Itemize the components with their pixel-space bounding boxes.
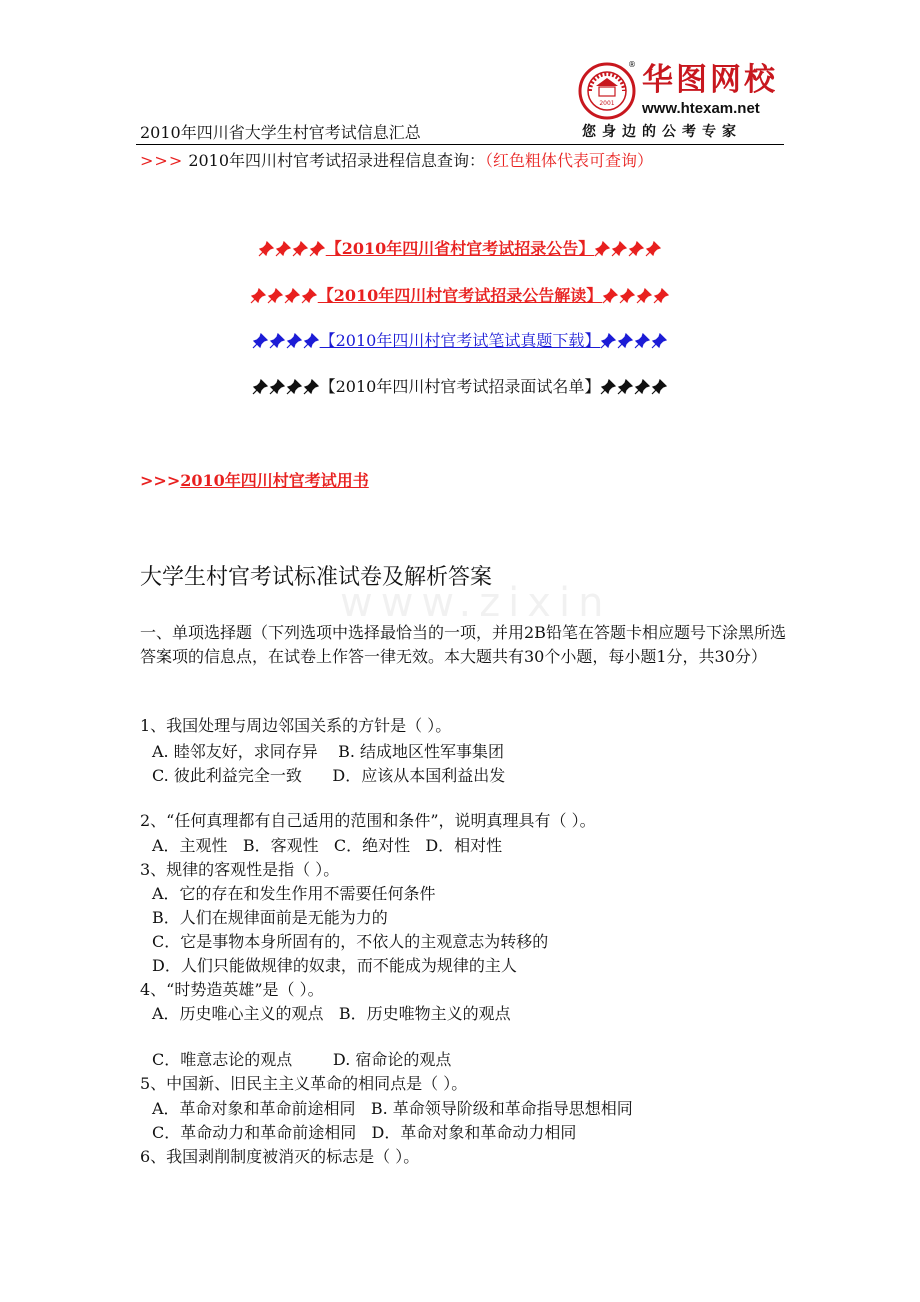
pushpin-icon bbox=[258, 241, 274, 257]
document-header-title: 2010年四川省大学生村官考试信息汇总 bbox=[140, 123, 421, 142]
pushpin-icon bbox=[634, 333, 650, 349]
pushpin-icon bbox=[611, 241, 627, 257]
pushpin-icon bbox=[292, 241, 308, 257]
huatu-seal-icon bbox=[578, 62, 636, 120]
question-1-options-row-1: A. 睦邻友好，求同存异 B. 结成地区性军事集团 bbox=[152, 742, 505, 761]
question-1: 1、我国处理与周边邻国关系的方针是（ ）。 bbox=[140, 716, 452, 735]
pushpin-icon bbox=[634, 379, 650, 395]
pushpin-icon bbox=[269, 379, 285, 395]
instructions-paragraph: 一、单项选择题（下列选项中选择最恰当的一项，并用2B铅笔在答题卡相应题号下涂黑所选答案项的信息点，在试卷上作答一律无效。本大题共有30个小题，每小题1分，共30分） bbox=[140, 623, 786, 666]
pin-icons-left bbox=[252, 333, 320, 353]
question-3: 3、规律的客观性是指（ ）。 bbox=[140, 860, 340, 879]
pushpin-icon bbox=[275, 241, 291, 257]
pushpin-icon bbox=[600, 379, 616, 395]
pushpin-icon bbox=[303, 333, 319, 349]
pushpin-icon bbox=[252, 333, 268, 349]
pushpin-icon bbox=[250, 288, 266, 304]
link-notice-interpretation[interactable] bbox=[0, 283, 920, 308]
book-link-text[interactable]: 2010年四川村官考试用书 bbox=[180, 471, 369, 490]
question-5: 5、中国新、旧民主主义革命的相同点是（ ）。 bbox=[140, 1074, 468, 1093]
link-recruitment-notice[interactable] bbox=[0, 236, 920, 261]
seal-year: 2001 bbox=[599, 100, 615, 107]
pin-icons-left bbox=[252, 379, 320, 399]
pushpin-icon bbox=[284, 288, 300, 304]
pushpin-icon bbox=[286, 379, 302, 395]
pushpin-icon bbox=[636, 288, 652, 304]
pushpin-icon bbox=[617, 333, 633, 349]
pin-icons-left bbox=[258, 241, 326, 261]
pushpin-icon bbox=[286, 333, 302, 349]
huatu-logo bbox=[578, 60, 788, 142]
progress-query-line bbox=[140, 148, 653, 171]
question-3-option-d: D．人们只能做规律的奴隶，而不能成为规律的主人 bbox=[152, 956, 517, 975]
pushpin-icon bbox=[619, 288, 635, 304]
pushpin-icon bbox=[269, 333, 285, 349]
pushpin-icon bbox=[594, 241, 610, 257]
question-3-option-c: C．它是事物本身所固有的，不依人的主观意志为转移的 bbox=[152, 932, 549, 951]
question-2-options: A．主观性 B．客观性 C．绝对性 D．相对性 bbox=[152, 836, 503, 855]
exam-book-link[interactable] bbox=[140, 468, 369, 491]
pushpin-icon bbox=[252, 379, 268, 395]
logo-slogan: 您身边的公考专家 bbox=[582, 124, 742, 140]
pushpin-icon bbox=[602, 288, 618, 304]
arrows-marker: >>> bbox=[140, 151, 184, 170]
pushpin-icon bbox=[301, 288, 317, 304]
pushpin-icon bbox=[645, 241, 661, 257]
question-5-options-row-2: C．革命动力和革命前途相同 D．革命对象和革命动力相同 bbox=[152, 1123, 577, 1142]
section-title: 大学生村官考试标准试卷及解析答案 bbox=[140, 565, 493, 590]
pushpin-icon bbox=[309, 241, 325, 257]
question-1-options-row-2: C. 彼此利益完全一致 D．应该从本国利益出发 bbox=[152, 766, 506, 785]
pin-icons-right bbox=[594, 241, 662, 261]
logo-url[interactable]: www.htexam.net bbox=[642, 100, 760, 117]
pin-icons-right bbox=[602, 288, 670, 308]
link-text: 【2010年四川村官考试招录面试名单】 bbox=[319, 377, 601, 396]
pushpin-icon bbox=[651, 333, 667, 349]
logo-brand: 华图网校 bbox=[642, 62, 778, 98]
watermark: www.zixin bbox=[340, 580, 612, 626]
progress-note: （红色粗体代表可查询） bbox=[485, 151, 654, 170]
question-4-options-row-1: A．历史唯心主义的观点 B．历史唯物主义的观点 bbox=[152, 1004, 511, 1023]
pushpin-icon bbox=[303, 379, 319, 395]
question-4-options-row-2: C．唯意志论的观点 D. 宿命论的观点 bbox=[152, 1050, 452, 1069]
link-text[interactable]: 【2010年四川村官考试招录公告解读】 bbox=[317, 286, 603, 305]
header-rule bbox=[136, 144, 784, 145]
link-exam-download[interactable] bbox=[0, 328, 920, 353]
pin-icons-right bbox=[600, 333, 668, 353]
link-text[interactable]: 【2010年四川省村官考试招录公告】 bbox=[325, 239, 595, 258]
pin-icons-left bbox=[250, 288, 318, 308]
pin-icons-right bbox=[600, 379, 668, 399]
pushpin-icon bbox=[653, 288, 669, 304]
pushpin-icon bbox=[651, 379, 667, 395]
question-3-option-b: B．人们在规律面前是无能为力的 bbox=[152, 908, 388, 927]
question-2: 2、“任何真理都有自己适用的范围和条件”，说明真理具有（ ）。 bbox=[140, 811, 596, 830]
pushpin-icon bbox=[600, 333, 616, 349]
arrows-marker: >>> bbox=[140, 471, 181, 490]
registered-mark: ® bbox=[628, 60, 636, 69]
question-4: 4、“时势造英雄”是（ ）。 bbox=[140, 980, 324, 999]
pushpin-icon bbox=[617, 379, 633, 395]
progress-text: 2010年四川村官考试招录进程信息查询： bbox=[188, 151, 486, 170]
question-5-options-row-1: A．革命对象和革命前途相同 B. 革命领导阶级和革命指导思想相同 bbox=[152, 1099, 633, 1118]
pushpin-icon bbox=[628, 241, 644, 257]
pushpin-icon bbox=[267, 288, 283, 304]
link-text[interactable]: 【2010年四川村官考试笔试真题下载】 bbox=[319, 331, 601, 350]
question-6: 6、我国剥削制度被消灭的标志是（ ）。 bbox=[140, 1147, 420, 1166]
link-interview-list bbox=[0, 374, 920, 399]
question-3-option-a: A．它的存在和发生作用不需要任何条件 bbox=[152, 884, 436, 903]
